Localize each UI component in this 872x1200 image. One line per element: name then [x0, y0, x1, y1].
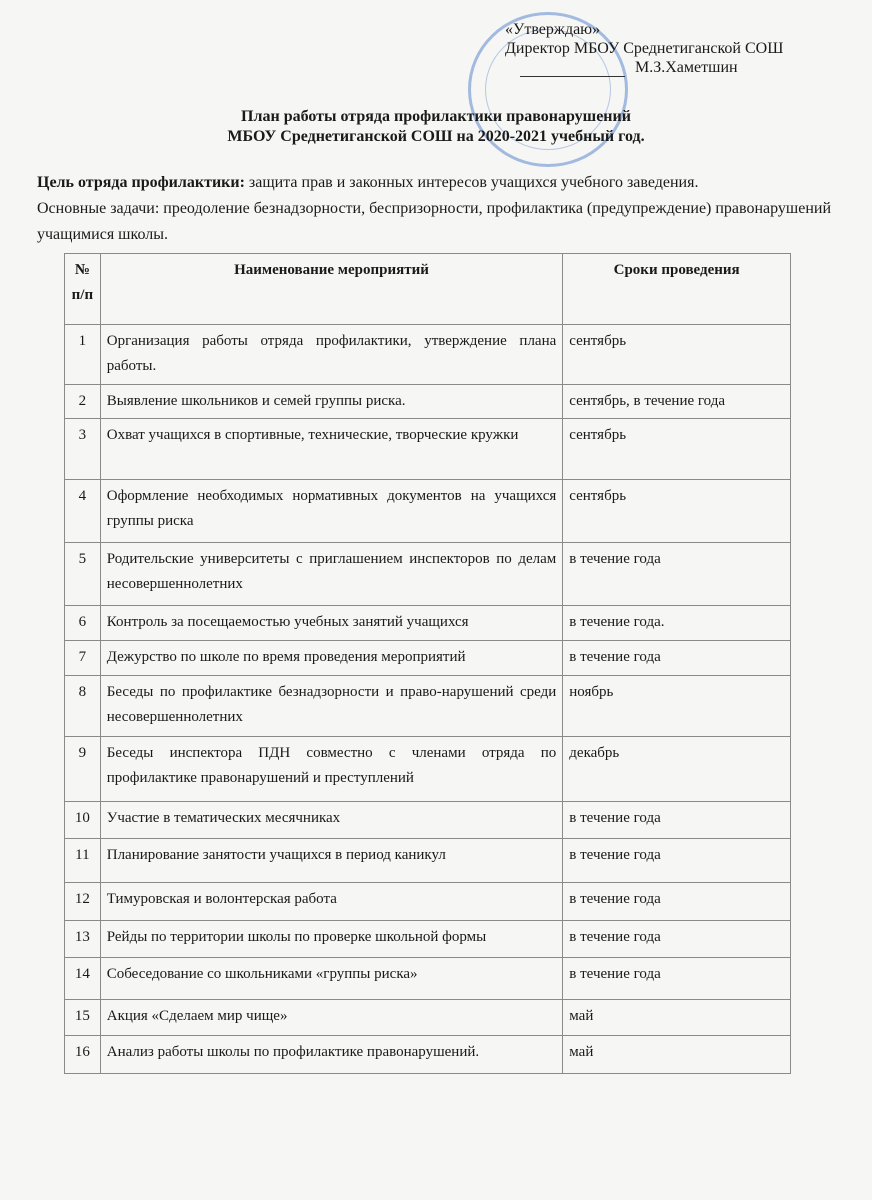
page-title: [0, 107, 872, 147]
row-event: Рейды по территории школы по проверке школьной формы: [100, 921, 563, 958]
row-date: в течение года: [563, 543, 791, 606]
table-row: [65, 921, 791, 958]
table-header: [65, 254, 791, 325]
table-row: [65, 606, 791, 641]
row-date: в течение года: [563, 641, 791, 676]
table-row: [65, 325, 791, 385]
table-row: [65, 419, 791, 480]
row-number: 4: [65, 480, 101, 543]
row-event: Акция «Сделаем мир чище»: [100, 1000, 563, 1036]
row-date: сентябрь: [563, 325, 791, 385]
table-row: [65, 1036, 791, 1074]
row-date: в течение года: [563, 802, 791, 839]
table-row: [65, 737, 791, 802]
row-event: Беседы инспектора ПДН совместно с членами отряда по профилактике правонарушений и преступлений: [100, 737, 563, 802]
row-number: 14: [65, 958, 101, 1000]
row-date: в течение года: [563, 958, 791, 1000]
approval-position: Директор МБОУ Среднетиганской СОШ: [505, 40, 784, 57]
table-row: [65, 543, 791, 606]
row-number: 9: [65, 737, 101, 802]
row-date: май: [563, 1000, 791, 1036]
table-row: [65, 641, 791, 676]
goal-section: [37, 170, 837, 248]
approval-block: [505, 20, 783, 77]
events-table: [64, 253, 791, 1074]
row-event: Анализ работы школы по профилактике правонарушений.: [100, 1036, 563, 1074]
row-number: 1: [65, 325, 101, 385]
row-date: сентябрь: [563, 419, 791, 480]
row-event: Беседы по профилактике безнадзорности и право-нарушений среди несовершеннолетних: [100, 676, 563, 737]
header-date: Сроки проведения: [563, 254, 791, 325]
table-row: [65, 385, 791, 419]
row-number: 5: [65, 543, 101, 606]
row-event: Организация работы отряда профилактики, утверждение плана работы.: [100, 325, 563, 385]
row-date: в течение года: [563, 883, 791, 921]
row-event: Контроль за посещаемостью учебных занятий учащихся: [100, 606, 563, 641]
row-event: Охват учащихся в спортивные, технические, творческие кружки: [100, 419, 563, 480]
table-row: [65, 883, 791, 921]
row-date: в течение года: [563, 921, 791, 958]
table-row: [65, 802, 791, 839]
row-number: 10: [65, 802, 101, 839]
row-date: сентябрь, в течение года: [563, 385, 791, 419]
tasks-text: Основные задачи: преодоление безнадзорности, беспризорности, профилактика (предупреждение) правонарушений учащимися школы.: [37, 200, 832, 243]
row-number: 15: [65, 1000, 101, 1036]
row-date: в течение года.: [563, 606, 791, 641]
row-number: 12: [65, 883, 101, 921]
approval-name: М.З.Хаметшин: [635, 59, 738, 76]
row-number: 13: [65, 921, 101, 958]
goal-label: Цель отряда профилактики:: [37, 174, 245, 191]
row-number: 8: [65, 676, 101, 737]
row-date: ноябрь: [563, 676, 791, 737]
title-line-2: МБОУ Среднетиганской СОШ на 2020-2021 учебный год.: [227, 128, 645, 145]
row-event: Участие в тематических месячниках: [100, 802, 563, 839]
row-number: 11: [65, 839, 101, 883]
goal-text: защита прав и законных интересов учащихся учебного заведения.: [244, 174, 699, 191]
row-date: декабрь: [563, 737, 791, 802]
title-line-1: План работы отряда профилактики правонарушений: [241, 108, 631, 125]
row-date: сентябрь: [563, 480, 791, 543]
table-row: [65, 958, 791, 1000]
table-row: [65, 1000, 791, 1036]
row-event: Планирование занятости учащихся в период каникул: [100, 839, 563, 883]
row-event: Дежурство по школе по время проведения мероприятий: [100, 641, 563, 676]
header-number: № п/п: [65, 254, 101, 325]
table-row: [65, 839, 791, 883]
row-date: в течение года: [563, 839, 791, 883]
row-event: Собеседование со школьниками «группы риска»: [100, 958, 563, 1000]
table-row: [65, 480, 791, 543]
header-event: Наименование мероприятий: [100, 254, 563, 325]
row-number: 3: [65, 419, 101, 480]
row-number: 6: [65, 606, 101, 641]
row-number: 7: [65, 641, 101, 676]
row-event: Родительские университеты с приглашением инспекторов по делам несовершеннолетних: [100, 543, 563, 606]
row-event: Тимуровская и волонтерская работа: [100, 883, 563, 921]
row-number: 16: [65, 1036, 101, 1074]
row-date: май: [563, 1036, 791, 1074]
row-event: Выявление школьников и семей группы риска.: [100, 385, 563, 419]
table-row: [65, 676, 791, 737]
row-event: Оформление необходимых нормативных документов на учащихся группы риска: [100, 480, 563, 543]
row-number: 2: [65, 385, 101, 419]
approval-label: «Утверждаю»: [505, 21, 601, 38]
